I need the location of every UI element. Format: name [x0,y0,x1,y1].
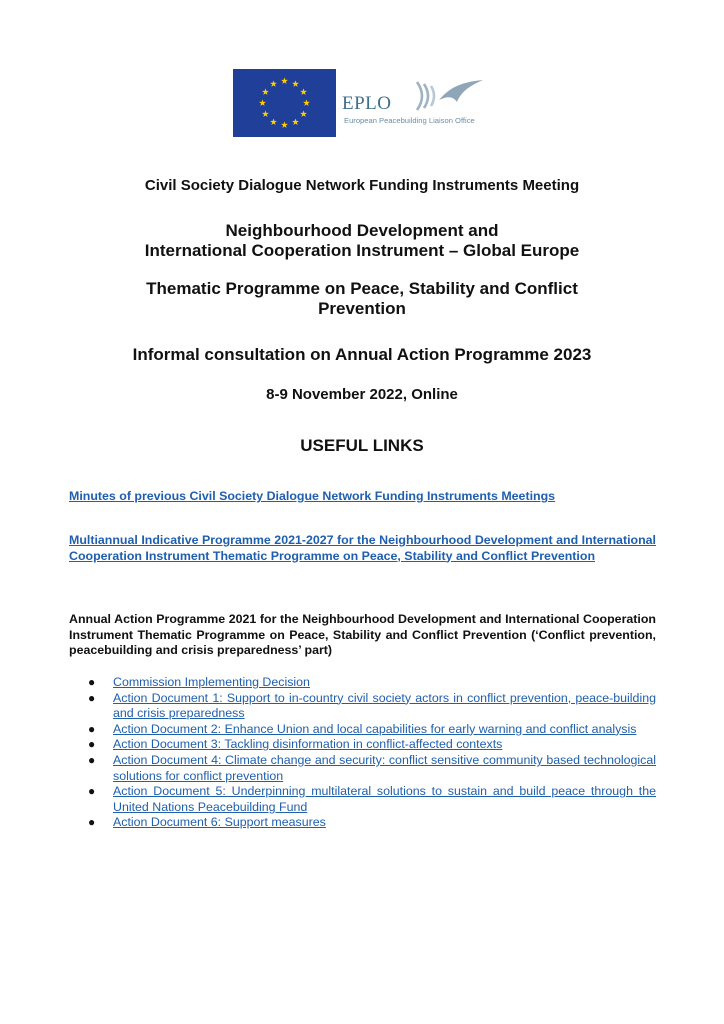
list-item [86,675,656,691]
action-document-6-link[interactable]: Action Document 6: Support measures [113,815,326,830]
eu-flag-icon [233,69,336,137]
thematic-heading-line-1: Thematic Programme on Peace, Stability and Conflict [146,279,578,298]
ndici-heading [60,221,664,261]
mip-link[interactable]: Multiannual Indicative Programme 2021-2027 for the Neighbourhood Development and International Cooperation Instrument Thematic Programme on Peace, Stability and Conflict Prevention [69,533,656,563]
thematic-heading-line-2: Prevention [318,299,406,318]
eu-flag-stars [233,69,336,137]
eplo-subtitle: European Peacebuilding Liaison Office [344,116,475,125]
action-document-3-link[interactable]: Action Document 3: Tackling disinformation in conflict-affected contexts [113,737,503,752]
consultation-heading: Informal consultation on Annual Action Programme 2023 [132,345,592,364]
bullet-icon: ● [88,721,96,736]
minutes-link[interactable]: Minutes of previous Civil Society Dialogue Network Funding Instruments Meetings [69,489,556,503]
ndici-heading-line-1: Neighbourhood Development and [225,221,499,240]
ndici-heading-line-2: International Cooperation Instrument – Global Europe [144,241,580,260]
bullet-icon: ● [88,752,96,767]
action-documents-list [86,675,656,831]
aap-2021-paragraph: Annual Action Programme 2021 for the Neighbourhood Development and International Cooperation Instrument Thematic Programme on Peace, Stability and Conflict Prevention (‘Conflict prevention, peacebuilding and crisis preparedness’ part) [69,612,656,657]
action-document-5-link[interactable]: Action Document 5: Underpinning multilateral solutions to sustain and build peace through the United Nations Peacebuilding Fund [113,784,656,814]
list-item [86,784,656,815]
list-item [86,722,656,738]
bullet-icon: ● [88,815,96,830]
event-date: 8-9 November 2022, Online [266,386,458,403]
bullet-icon: ● [88,737,96,752]
action-document-4-link[interactable]: Action Document 4: Climate change and security: conflict sensitive community based technological solutions for conflict prevention [113,752,656,783]
list-item [86,691,656,722]
commission-decision-link[interactable]: Commission Implementing Decision [113,675,310,689]
thematic-heading [60,279,664,319]
useful-links-heading: USEFUL LINKS [300,436,424,455]
list-item [86,753,656,784]
action-document-1-link[interactable]: Action Document 1: Support to in-country civil society actors in conflict prevention, peace-building and crisis preparedness [113,690,656,721]
eplo-logo [342,76,492,132]
eplo-wordmark: EPLO [342,93,392,114]
bullet-icon: ● [88,690,96,705]
bullet-icon: ● [88,675,96,689]
meeting-title: Civil Society Dialogue Network Funding Instruments Meeting [144,177,580,194]
bullet-icon: ● [88,784,96,799]
bird-wave-icon [399,76,485,112]
list-item [86,815,656,831]
list-item [86,737,656,753]
action-document-2-link[interactable]: Action Document 2: Enhance Union and local capabilities for early warning and conflict analysis [113,721,637,736]
